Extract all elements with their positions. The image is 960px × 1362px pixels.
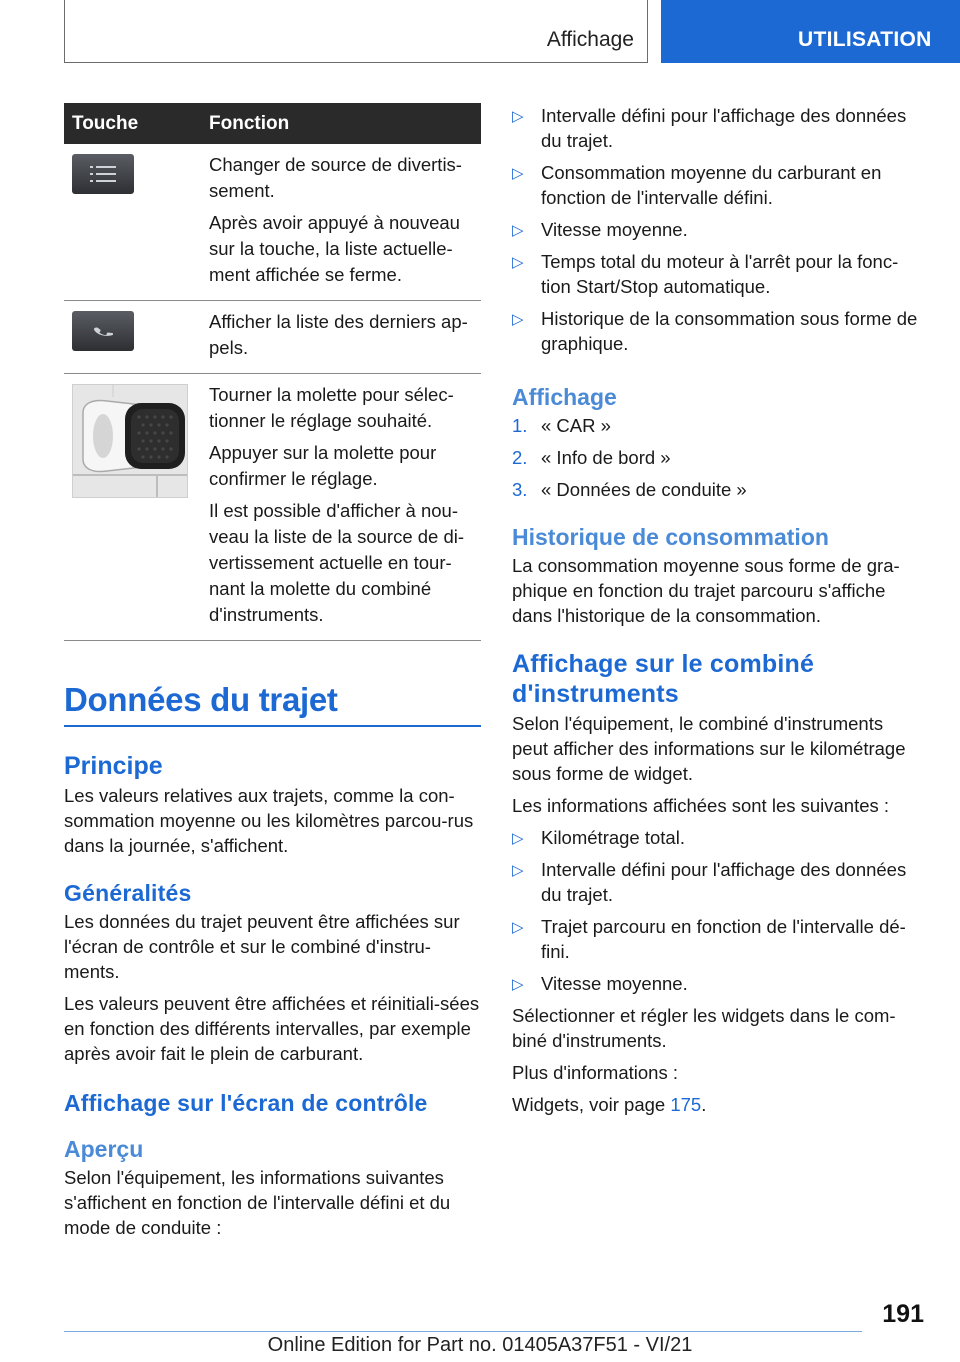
list-item: ▷ Kilométrage total. — [512, 825, 924, 850]
function-text: Tourner la molette pour sélec-tionner le réglage souhaité. — [209, 384, 454, 431]
list-item: ▷ Vitesse moyenne. — [512, 217, 924, 242]
heading-historique: Historique de consommation — [512, 524, 829, 550]
triangle-bullet-icon: ▷ — [512, 919, 524, 936]
page-link-175[interactable]: 175 — [670, 1094, 702, 1115]
table-row — [64, 374, 481, 641]
footer-divider — [64, 1331, 862, 1332]
list-item: 3. « Données de conduite » — [512, 479, 747, 500]
function-text: Appuyer sur la molette pour confirmer le réglage. — [209, 442, 437, 489]
table-header-row — [64, 103, 481, 144]
triangle-bullet-icon: ▷ — [512, 311, 524, 328]
header-chapter-tab: UTILISATION — [661, 0, 960, 63]
list-icon — [72, 154, 134, 194]
table-row — [64, 144, 481, 301]
section-title-trip-data: Données du trajet — [64, 681, 481, 727]
historique-text: La consommation moyenne sous forme de gra-phique en fonction du trajet parcouru s'affiche dans l'historique de la consommation. — [512, 555, 900, 626]
triangle-bullet-icon: ▷ — [512, 165, 524, 182]
bullet-list-cluster — [512, 825, 924, 996]
select-widgets-text: Sélectionner et régler les widgets dans le com-biné d'instruments. — [512, 1005, 896, 1051]
more-info-text: Plus d'informations : — [512, 1062, 678, 1083]
table-cell-key — [64, 301, 201, 374]
apercu-text: Selon l'équipement, les informations suivantes s'affichent en fonction de l'intervalle défini et du mode de conduite : — [64, 1167, 451, 1238]
right-column — [512, 103, 924, 1124]
table-header-function: Fonction — [201, 103, 481, 144]
heading-instrument-cluster: Affichage sur le combiné d'instruments — [512, 650, 815, 708]
heading-apercu: Aperçu — [64, 1136, 144, 1162]
combine-paragraph-1: Selon l'équipement, le combiné d'instruments peut afficher des informations sur le kilométrage sous forme de widget. — [512, 713, 906, 784]
table-row — [64, 301, 481, 374]
list-item: 1. « CAR » — [512, 415, 611, 436]
list-item: ▷ Vitesse moyenne. — [512, 971, 924, 996]
widgets-reference: Widgets, voir page 175. — [512, 1094, 707, 1115]
principe-text: Les valeurs relatives aux trajets, comme la con-sommation moyenne ou les kilomètres parcou-rus dans la journée, s'affichent. — [64, 785, 474, 856]
page-header — [0, 0, 960, 66]
generalites-paragraph-1: Les données du trajet peuvent être affichées sur l'écran de contrôle et sur le combiné d'instru-ments. — [64, 911, 460, 982]
list-item: ▷ Intervalle défini pour l'affichage des données du trajet. — [512, 859, 907, 905]
generalites-paragraph-2: Les valeurs peuvent être affichées et réinitiali-sées en fonction des différents intervalles, par exemple après avoir fait le plein de carburant. — [64, 993, 480, 1064]
triangle-bullet-icon: ▷ — [512, 830, 524, 847]
list-item: ▷ Intervalle défini pour l'affichage des données du trajet. — [512, 105, 907, 151]
table-cell-key — [64, 374, 201, 641]
page-number: 191 — [882, 1300, 924, 1328]
triangle-bullet-icon: ▷ — [512, 254, 524, 271]
phone-icon — [72, 311, 134, 351]
table-cell-function — [201, 301, 481, 374]
list-item: ▷ Temps total du moteur à l'arrêt pour la fonc-tion Start/Stop automatique. — [512, 251, 899, 297]
heading-control-display: Affichage sur l'écran de contrôle — [64, 1090, 428, 1116]
list-item: ▷ Historique de la consommation sous forme de graphique. — [512, 308, 918, 354]
table-cell-key — [64, 144, 201, 301]
heading-generalites: Généralités — [64, 880, 192, 906]
header-section-title: Affichage — [546, 28, 634, 51]
triangle-bullet-icon: ▷ — [512, 108, 524, 125]
triangle-bullet-icon: ▷ — [512, 862, 524, 879]
list-item: ▷ Consommation moyenne du carburant en fonction de l'intervalle défini. — [512, 162, 882, 208]
list-item: ▷ Trajet parcouru en fonction de l'intervalle dé-fini. — [512, 916, 906, 962]
list-item: 2. « Info de bord » — [512, 447, 671, 468]
table-cell-function — [201, 144, 481, 301]
heading-principe: Principe — [64, 752, 163, 780]
function-text: Il est possible d'afficher à nou-veau la liste de la source de di-vertissement actuelle en tour-nant la molette du combiné d'instruments. — [209, 500, 465, 625]
steps-list — [512, 413, 924, 502]
left-column — [64, 103, 481, 1247]
function-text: Changer de source de divertis-sement. — [209, 154, 462, 201]
triangle-bullet-icon: ▷ — [512, 976, 524, 993]
combine-paragraph-2: Les informations affichées sont les suivantes : — [512, 795, 890, 816]
function-text: Afficher la liste des derniers ap-pels. — [209, 311, 468, 358]
function-text: Après avoir appuyé à nouveau sur la touche, la liste actuelle-ment affichée se ferme. — [209, 212, 460, 285]
triangle-bullet-icon: ▷ — [512, 222, 524, 239]
key-function-table — [64, 103, 481, 641]
table-cell-function — [201, 374, 481, 641]
heading-affichage: Affichage — [512, 384, 617, 410]
table-header-key: Touche — [64, 103, 201, 144]
bullet-list-control-display — [512, 103, 924, 356]
footer-edition-text: Online Edition for Part no. 01405A37F51 - VI/21 — [267, 1334, 693, 1356]
thumbwheel-image — [72, 384, 188, 498]
